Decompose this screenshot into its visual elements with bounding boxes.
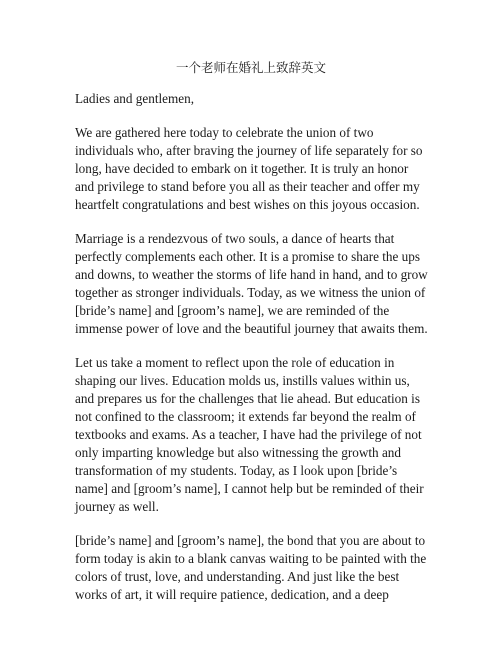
paragraph-3-line-3: and prepares us for the challenges that lie ahead. But education is bbox=[75, 391, 420, 406]
paragraph-4-line-3: colors of trust, love, and understanding. And just like the best bbox=[75, 569, 400, 584]
paragraph-3-line-2: shaping our lives. Education molds us, instills values within us, bbox=[75, 373, 410, 388]
paragraph-4-line-1: [bride’s name] and [groom’s name], the bond that you are about to bbox=[75, 533, 426, 548]
paragraph-2-line-5: [bride’s name] and [groom’s name], we are reminded of the bbox=[75, 303, 390, 318]
paragraph-1-line-1: We are gathered here today to celebrate the union of two bbox=[75, 125, 374, 140]
paragraph-1-line-4: and privilege to stand before you all as their teacher and offer my bbox=[75, 179, 420, 194]
paragraph-4-line-4: works of art, it will require patience, dedication, and a deep bbox=[75, 587, 389, 602]
document-title: 一个老师在婚礼上致辞英文 bbox=[175, 60, 326, 75]
paragraph-1-line-5: heartfelt congratulations and best wishes on this joyous occasion. bbox=[75, 197, 420, 212]
paragraph-3-line-6: only imparting knowledge but also witnessing the growth and bbox=[75, 445, 401, 460]
paragraph-3-line-4: not confined to the classroom; it extends far beyond the realm of bbox=[75, 409, 416, 424]
paragraph-1-line-2: individuals who, after braving the journey of life separately for so bbox=[75, 143, 423, 158]
paragraph-3-line-1: Let us take a moment to reflect upon the role of education in bbox=[75, 355, 395, 370]
paragraph-3-line-5: textbooks and exams. As a teacher, I have had the privilege of not bbox=[75, 427, 422, 442]
paragraph-3-line-7: transformation of my students. Today, as I look upon [bride’s bbox=[75, 463, 398, 478]
greeting: Ladies and gentlemen, bbox=[75, 91, 195, 106]
paragraph-2-line-1: Marriage is a rendezvous of two souls, a dance of hearts that bbox=[75, 231, 395, 246]
paragraph-1-line-3: long, have decided to embark on it together. It is truly an honor bbox=[75, 161, 409, 176]
paragraph-4-line-2: form today is akin to a blank canvas waiting to be painted with the bbox=[75, 551, 427, 566]
paragraph-2-line-2: perfectly complements each other. It is a promise to share the ups bbox=[75, 249, 420, 264]
paragraph-2-line-6: immense power of love and the beautiful journey that awaits them. bbox=[75, 321, 428, 336]
paragraph-3-line-9: journey as well. bbox=[75, 499, 159, 514]
paragraph-2-line-3: and downs, to weather the storms of life hand in hand, and to grow bbox=[75, 267, 428, 282]
paragraph-3-line-8: name] and [groom’s name], I cannot help but be reminded of their bbox=[75, 481, 424, 496]
paragraph-2-line-4: together as stronger individuals. Today, as we witness the union of bbox=[75, 285, 426, 300]
